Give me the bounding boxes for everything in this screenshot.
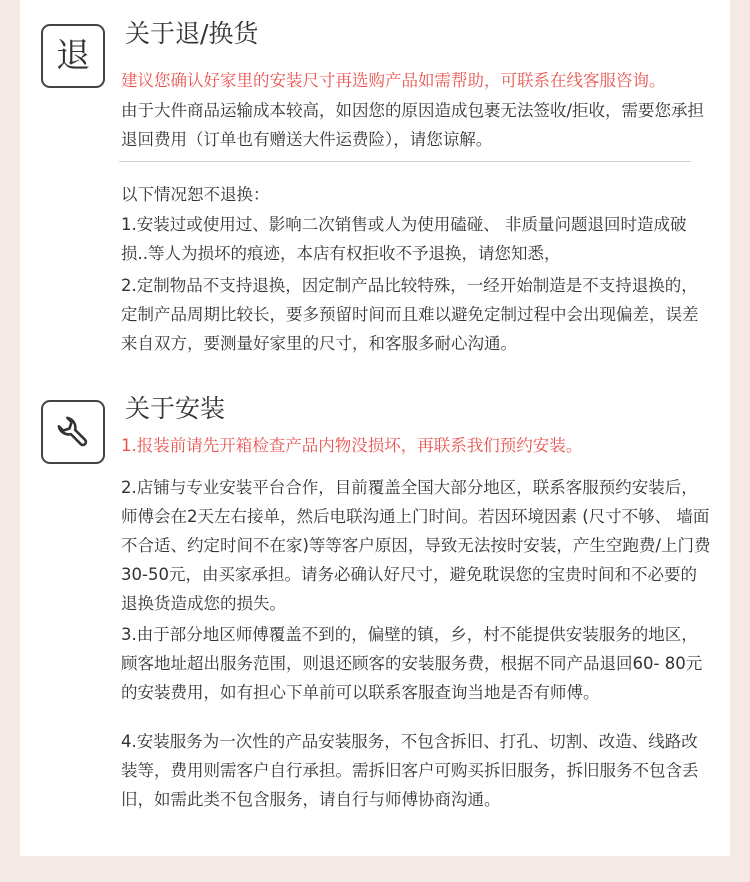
wrench-icon — [41, 400, 105, 464]
wrench-icon-glyph — [53, 412, 93, 452]
no-return-heading: 以下情况恕不退换： — [121, 185, 270, 204]
return-notice: 建议您确认好家里的安装尺寸再选购产品如需帮助，可联系在线客服咨询。 — [121, 71, 666, 90]
return-icon — [41, 24, 105, 88]
no-return-rule-1: 1.安装过或使用过、影响二次销售或人为使用磕碰、 非质量问题退回时造成破损..等人为损坏的痕迹，本店有权拒收不予退换，请您知悉， — [121, 215, 687, 263]
section-divider — [119, 161, 691, 162]
install-title: 关于安装 — [125, 394, 226, 423]
install-item-3: 3.由于部分地区师傅覆盖不到的，偏壁的镇，乡，村不能提供安装服务的地区，顾客地址超出服务范围，则退还顾客的安装服务费，根据不同产品退回60- 80元的安装费用，如有担心下单前可以联系客服查询当地是否有师傅。 — [121, 625, 703, 702]
install-item-4: 4.安装服务为一次性的产品安装服务，不包含拆旧、打孔、切割、改造、线路改装等，费用则需客户自行承担。需拆旧客户可购买拆旧服务，拆旧服务不包含丢旧，如需此类不包含服务，请自行与师傅协商沟通。 — [121, 732, 699, 809]
install-notice: 1.报装前请先开箱检查产品内物没损坏，再联系我们预约安装。 — [121, 436, 583, 455]
install-item-2: 2.店铺与专业安装平台合作，目前覆盖全国大部分地区，联系客服预约安装后，师傅会在2天左右接单，然后电联沟通上门时间。若因环境因素 (尺寸不够、 墙面不合适、约定时间不在家)等等客户原因，导致无法按时安装，产生空跑费/上门费30-50元，由买家承担。请务必确认好尺寸，避免耽误您的宝贵时间和不必要的退换货造成您的损失。 — [121, 478, 711, 613]
no-return-rule-2: 2.定制物品不支持退换，因定制产品比较特殊，一经开始制造是不支持退换的，定制产品周期比较长，要多预留时间而且难以避免定制过程中会出现偏差，误差来自双方，要测量好家里的尺寸，和客服多耐心沟通。 — [121, 276, 699, 353]
policy-card — [20, 0, 730, 856]
return-icon-char: 退 — [56, 36, 90, 76]
shipping-note: 由于大件商品运输成本较高，如因您的原因造成包裹无法签收/拒收，需要您承担退回费用（订单也有赠送大件运费险），请您谅解。 — [121, 101, 705, 149]
return-title: 关于退/换货 — [125, 19, 259, 48]
